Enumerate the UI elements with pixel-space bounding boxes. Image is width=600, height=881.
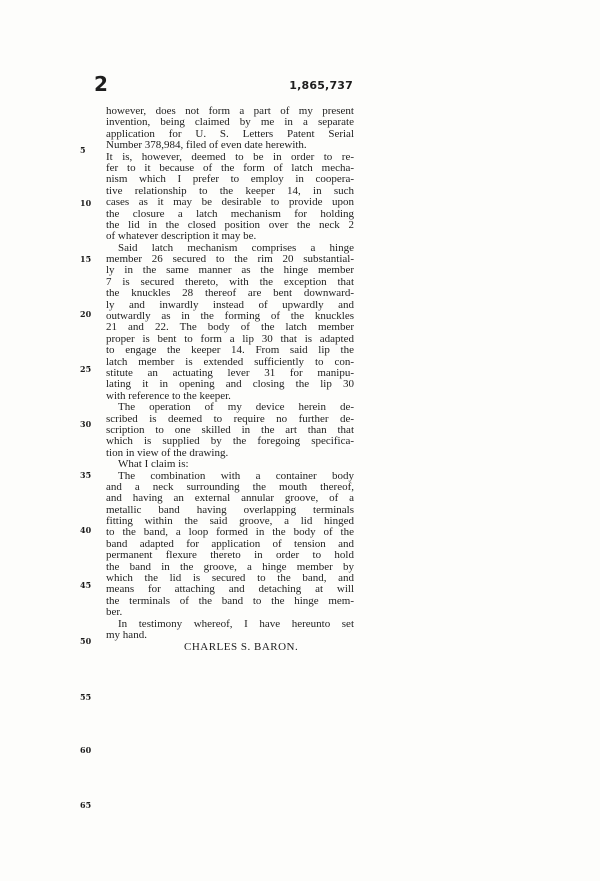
text-line: In testimony whereof, I have hereunto set (118, 617, 354, 630)
text-line: scription to one skilled in the art than that (106, 423, 354, 436)
margin-line-number: 40 (80, 525, 92, 535)
text-line: the closure a latch mechanism for holding (106, 207, 354, 220)
text-line: of whatever description it may be. (106, 230, 257, 243)
text-line: member 26 secured to the rim 20 substantial- (106, 253, 354, 266)
text-line: tive relationship to the keeper 14, in such (106, 184, 354, 197)
text-line: Number 378,984, filed of even date herewith. (106, 139, 307, 152)
text-line: The combination with a container body (118, 469, 354, 482)
text-line: means for attaching and detaching at will (106, 583, 354, 596)
text-line: metallic band having overlapping terminals (106, 503, 354, 516)
text-line: the terminals of the band to the hinge mem- (106, 594, 354, 607)
patent-number: 1,865,737 (289, 79, 353, 92)
text-line: my hand. (106, 628, 147, 641)
text-line: outwardly as in the forming of the knuckles (106, 310, 354, 323)
text-line: tion in view of the drawing. (106, 446, 229, 459)
margin-line-number: 15 (80, 254, 92, 264)
text-line: proper is bent to form a lip 30 that is adapted (106, 332, 354, 345)
text-line: What I claim is: (118, 458, 189, 471)
text-line: 21 and 22. The body of the latch member (106, 321, 354, 334)
text-line: The operation of my device herein de- (118, 401, 354, 414)
text-line: 7 is secured thereto, with the exception that (106, 275, 354, 288)
text-line: to the band, a loop formed in the body of the (106, 526, 354, 539)
text-line: the lid in the closed position over the neck 2 (106, 218, 354, 231)
text-line: which the lid is secured to the band, and (106, 572, 354, 585)
text-line: which is supplied by the foregoing specifica- (106, 435, 354, 448)
text-line: lating it in opening and closing the lip 30 (106, 378, 354, 391)
text-line: with reference to the keeper. (106, 389, 231, 402)
margin-line-number: 55 (80, 692, 92, 702)
margin-line-number: 35 (80, 470, 92, 480)
margin-line-number: 30 (80, 419, 92, 429)
margin-line-number: 10 (80, 198, 92, 208)
text-line: stitute an actuating lever 31 for manipu- (106, 366, 354, 379)
text-line: ber. (106, 606, 123, 619)
text-line: application for U. S. Letters Patent Serial (106, 127, 354, 140)
text-line: latch member is extended sufficiently to con- (106, 355, 354, 368)
text-line: the band in the groove, a hinge member by (106, 560, 354, 573)
text-line: scribed is deemed to require no further de- (106, 412, 354, 425)
margin-line-number: 25 (80, 364, 92, 374)
text-line: the knuckles 28 thereof are bent downward- (106, 287, 354, 300)
text-line: It is, however, deemed to be in order to re- (106, 150, 354, 163)
text-line: ly and inwardly instead of upwardly and (106, 298, 354, 311)
margin-line-number: 5 (80, 145, 86, 155)
text-line: however, does not form a part of my present (106, 105, 354, 117)
margin-line-number: 50 (80, 636, 92, 646)
text-line: Said latch mechanism comprises a hinge (118, 241, 354, 254)
text-line: invention, being claimed by me in a separate (106, 116, 354, 129)
text-line: and having an external annular groove, of a (106, 492, 354, 505)
text-line: nism which I prefer to employ in coopera- (106, 173, 354, 186)
margin-line-number: 45 (80, 580, 92, 590)
text-line: and a neck surrounding the mouth thereof, (106, 480, 354, 493)
text-line: cases as it may be desirable to provide upon (106, 196, 354, 209)
margin-line-number: 20 (80, 309, 92, 319)
text-line: ly in the same manner as the hinge member (106, 264, 354, 277)
text-line: to engage the keeper 14. From said lip the (106, 344, 354, 357)
margin-line-number: 65 (80, 800, 92, 810)
text-line: fitting within the said groove, a lid hinged (106, 515, 354, 528)
text-line: band adapted for application of tension and (106, 537, 354, 550)
signature: CHARLES S. BARON. (184, 641, 299, 654)
margin-line-number: 60 (80, 745, 92, 755)
text-line: fer to it because of the form of latch mecha- (106, 161, 354, 174)
page-number: 2 (94, 72, 108, 96)
text-column (106, 106, 354, 654)
text-line: permanent flexure thereto in order to hold (106, 549, 354, 562)
